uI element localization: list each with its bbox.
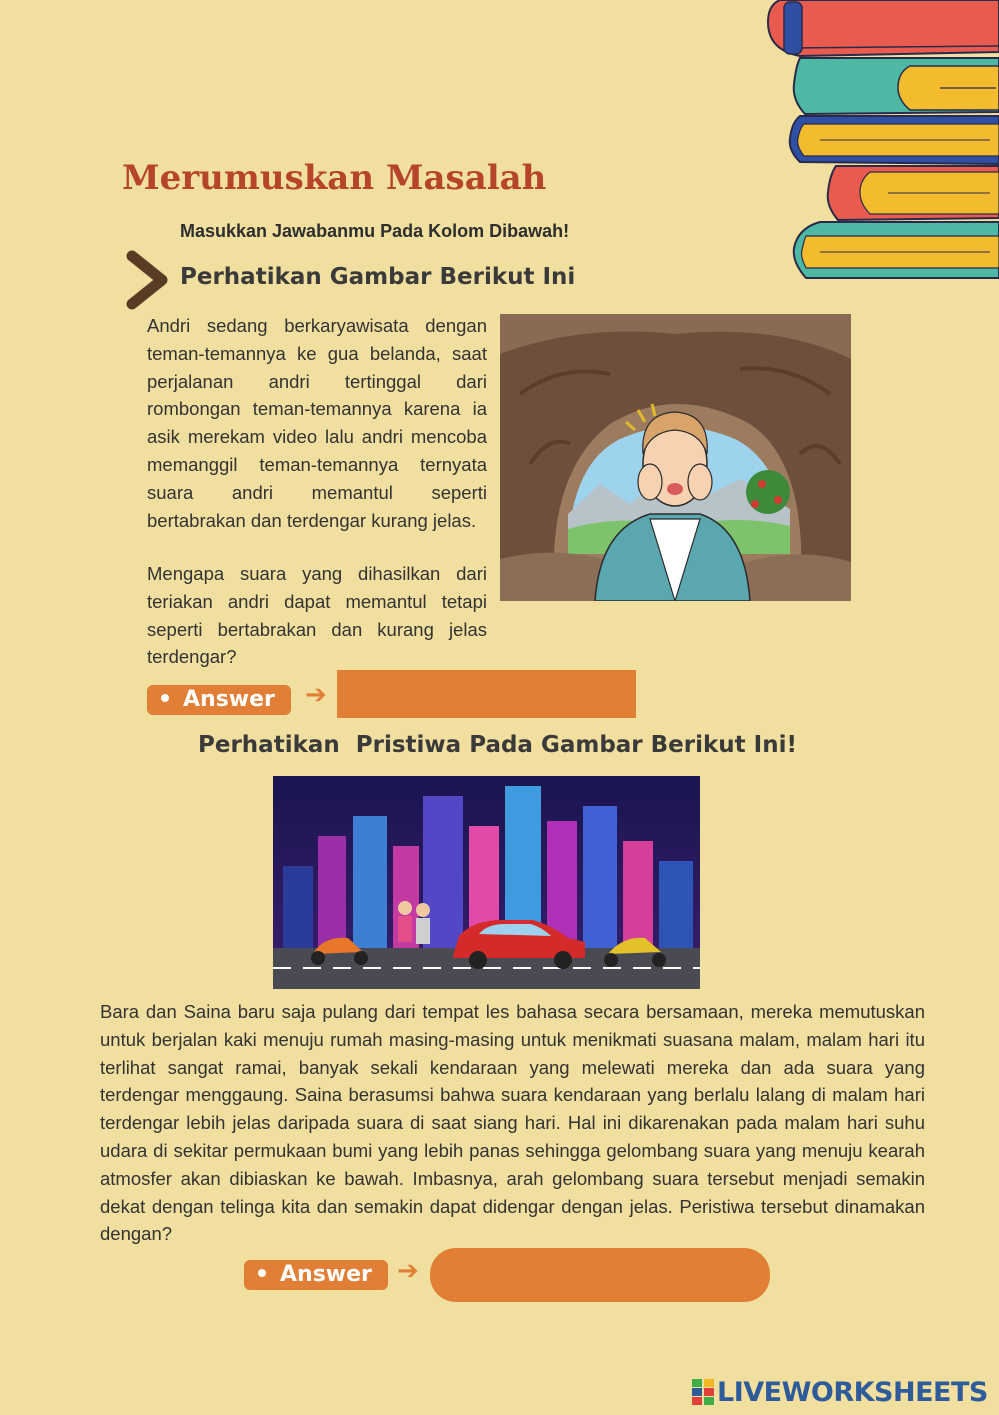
page-title: Merumuskan Masalah <box>122 158 547 198</box>
answer-label-1 <box>147 685 291 715</box>
city-night-illustration <box>273 776 700 989</box>
story-paragraph-1: Andri sedang berkaryawisata dengan teman-temannya ke gua belanda, saat perjalanan andri tertinggal dari rombongan teman-temannya karena ia asik merekam video lalu andri mencoba memanggil teman-temannya ternyata suara andri memantul seperti bertabrakan dan terdengar kurang jelas. <box>147 315 487 531</box>
liveworksheets-logo-text: LIVEWORKSHEETS <box>717 1376 988 1408</box>
bullet-icon <box>258 1269 266 1277</box>
answer-input-2[interactable] <box>430 1248 770 1302</box>
section-heading-1: Perhatikan Gambar Berikut Ini <box>180 264 576 290</box>
books-stack-illustration <box>760 0 999 285</box>
question-paragraph-1: Mengapa suara yang dihasilkan dari teriakan andri dapat memantul tetapi seperti bertabrakan dan kurang jelas terdengar? <box>147 563 487 668</box>
answer-label-2 <box>244 1260 388 1290</box>
answer-label-text-1: Answer <box>183 687 275 712</box>
instruction-subtitle: Masukkan Jawabanmu Pada Kolom Dibawah! <box>180 221 570 241</box>
cave-echo-illustration <box>500 314 851 601</box>
bullet-icon <box>161 694 169 702</box>
arrow-right-icon: ➔ <box>305 680 327 710</box>
answer-label-text-2: Answer <box>280 1262 372 1287</box>
chevron-right-icon <box>124 250 172 310</box>
arrow-right-icon: ➔ <box>397 1256 419 1286</box>
story-paragraph-2: Bara dan Saina baru saja pulang dari tempat les bahasa secara bersamaan, mereka memutuskan untuk berjalan kaki menuju rumah masing-masing untuk menikmati suasana malam, malam hari itu terlihat sangat ramai, banyak sekali kendaraan yang melewati mereka dan ada suara yang terdengar menggaung. Saina berasumsi bahwa suara kendaraan yang berlalu lalang di malam hari terdengar lebih jelas daripada suara di saat siang hari. Hal ini dikarenakan pada malam hari suhu udara di sekitar permukaan bumi yang lebih panas sehingga gelombang suara yang menuju kearah atmosfer akan dibiaskan ke bawah. Imbasnya, arah gelombang suara tersebut menjadi semakin dekat dengan telinga kita dan semakin dapat didengar dengan jelas. Peristiwa tersebut dinamakan dengan? <box>100 1001 925 1245</box>
answer-input-1[interactable] <box>337 670 636 718</box>
liveworksheets-logo-icon <box>692 1379 714 1405</box>
liveworksheets-logo[interactable] <box>692 1375 988 1409</box>
section-heading-2: Perhatikan Pristiwa Pada Gambar Berikut Ini! <box>198 732 797 758</box>
